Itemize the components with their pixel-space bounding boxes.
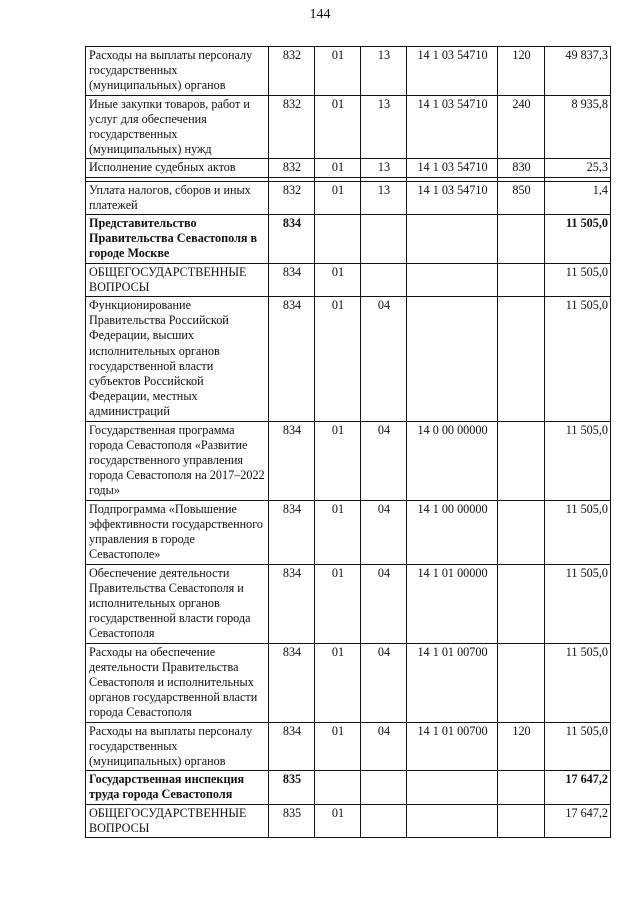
cell-amount: 11 505,0 bbox=[545, 263, 611, 296]
cell-subsection: 04 bbox=[361, 421, 407, 500]
cell-expense-type: 120 bbox=[498, 722, 545, 771]
cell-section: 01 bbox=[315, 181, 361, 214]
cell-amount: 11 505,0 bbox=[545, 500, 611, 564]
cell-subsection: 04 bbox=[361, 643, 407, 722]
cell-expense-type: 120 bbox=[498, 47, 545, 96]
cell-ved: 834 bbox=[269, 421, 315, 500]
cell-subsection: 13 bbox=[361, 95, 407, 159]
cell-expense-type bbox=[498, 643, 545, 722]
table-row bbox=[86, 47, 611, 96]
cell-subsection: 04 bbox=[361, 564, 407, 643]
cell-target-article: 14 1 03 54710 bbox=[407, 95, 498, 159]
cell-expense-type bbox=[498, 215, 545, 264]
cell-target-article: 14 0 00 00000 bbox=[407, 421, 498, 500]
cell-amount: 8 935,8 bbox=[545, 95, 611, 159]
cell-ved: 832 bbox=[269, 181, 315, 214]
cell-expense-type bbox=[498, 500, 545, 564]
table-row bbox=[86, 181, 611, 214]
cell-ved: 834 bbox=[269, 722, 315, 771]
cell-expense-type bbox=[498, 771, 545, 804]
cell-ved: 834 bbox=[269, 297, 315, 422]
cell-subsection: 13 bbox=[361, 47, 407, 96]
cell-expense-type bbox=[498, 297, 545, 422]
cell-ved: 834 bbox=[269, 500, 315, 564]
cell-name: Иные закупки товаров, работ и услуг для обеспечения государственных (муниципальных) нужд bbox=[86, 95, 269, 159]
cell-name: Государственная программа города Севастополя «Развитие государственного управления города Севастополя на 2017–2022 годы» bbox=[86, 421, 269, 500]
table-row bbox=[86, 297, 611, 422]
cell-section bbox=[315, 215, 361, 264]
cell-expense-type: 830 bbox=[498, 159, 545, 177]
cell-subsection bbox=[361, 771, 407, 804]
table-row bbox=[86, 263, 611, 296]
cell-amount: 11 505,0 bbox=[545, 564, 611, 643]
page-number: 144 bbox=[309, 7, 331, 22]
cell-name: Уплата налогов, сборов и иных платежей bbox=[86, 181, 269, 214]
table-row bbox=[86, 643, 611, 722]
budget-table bbox=[85, 46, 611, 838]
cell-section: 01 bbox=[315, 47, 361, 96]
cell-expense-type: 240 bbox=[498, 95, 545, 159]
cell-target-article: 14 1 01 00700 bbox=[407, 722, 498, 771]
cell-target-article bbox=[407, 771, 498, 804]
table-row bbox=[86, 215, 611, 264]
cell-name: Расходы на обеспечение деятельности Правительства Севастополя и исполнительных органов государственной власти города Севастополя bbox=[86, 643, 269, 722]
cell-name: Подпрограмма «Повышение эффективности государственного управления в городе Севастополе» bbox=[86, 500, 269, 564]
cell-subsection bbox=[361, 215, 407, 264]
cell-amount: 1,4 bbox=[545, 181, 611, 214]
cell-subsection bbox=[361, 263, 407, 296]
cell-expense-type bbox=[498, 804, 545, 837]
cell-section: 01 bbox=[315, 500, 361, 564]
cell-amount: 11 505,0 bbox=[545, 297, 611, 422]
cell-section: 01 bbox=[315, 564, 361, 643]
table-row bbox=[86, 159, 611, 177]
cell-subsection: 04 bbox=[361, 500, 407, 564]
cell-ved: 832 bbox=[269, 95, 315, 159]
cell-name: Исполнение судебных актов bbox=[86, 159, 269, 177]
cell-subsection bbox=[361, 804, 407, 837]
table-row bbox=[86, 500, 611, 564]
cell-ved: 832 bbox=[269, 159, 315, 177]
cell-amount: 17 647,2 bbox=[545, 804, 611, 837]
cell-ved: 834 bbox=[269, 215, 315, 264]
cell-amount: 11 505,0 bbox=[545, 643, 611, 722]
cell-target-article bbox=[407, 804, 498, 837]
cell-target-article: 14 1 03 54710 bbox=[407, 181, 498, 214]
cell-subsection: 04 bbox=[361, 297, 407, 422]
cell-subsection: 13 bbox=[361, 181, 407, 214]
cell-target-article: 14 1 01 00700 bbox=[407, 643, 498, 722]
table-row bbox=[86, 95, 611, 159]
cell-expense-type bbox=[498, 564, 545, 643]
cell-ved: 835 bbox=[269, 804, 315, 837]
cell-name: Представительство Правительства Севастополя в городе Москве bbox=[86, 215, 269, 264]
cell-section: 01 bbox=[315, 159, 361, 177]
cell-ved: 834 bbox=[269, 564, 315, 643]
cell-section: 01 bbox=[315, 804, 361, 837]
table-row bbox=[86, 771, 611, 804]
cell-section bbox=[315, 771, 361, 804]
cell-subsection: 04 bbox=[361, 722, 407, 771]
cell-target-article bbox=[407, 297, 498, 422]
cell-name: ОБЩЕГОСУДАРСТВЕННЫЕ ВОПРОСЫ bbox=[86, 263, 269, 296]
cell-amount: 11 505,0 bbox=[545, 421, 611, 500]
cell-ved: 832 bbox=[269, 47, 315, 96]
cell-subsection: 13 bbox=[361, 159, 407, 177]
cell-amount: 25,3 bbox=[545, 159, 611, 177]
cell-ved: 834 bbox=[269, 263, 315, 296]
table-row bbox=[86, 564, 611, 643]
table-row bbox=[86, 722, 611, 771]
cell-section: 01 bbox=[315, 297, 361, 422]
cell-section: 01 bbox=[315, 263, 361, 296]
cell-name: ОБЩЕГОСУДАРСТВЕННЫЕ ВОПРОСЫ bbox=[86, 804, 269, 837]
cell-section: 01 bbox=[315, 95, 361, 159]
cell-ved: 834 bbox=[269, 643, 315, 722]
cell-target-article bbox=[407, 263, 498, 296]
cell-amount: 49 837,3 bbox=[545, 47, 611, 96]
cell-expense-type bbox=[498, 263, 545, 296]
cell-target-article: 14 1 01 00000 bbox=[407, 564, 498, 643]
cell-target-article bbox=[407, 215, 498, 264]
cell-section: 01 bbox=[315, 643, 361, 722]
cell-amount: 17 647,2 bbox=[545, 771, 611, 804]
cell-ved: 835 bbox=[269, 771, 315, 804]
cell-name: Расходы на выплаты персоналу государственных (муниципальных) органов bbox=[86, 47, 269, 96]
cell-section: 01 bbox=[315, 421, 361, 500]
cell-name: Государственная инспекция труда города Севастополя bbox=[86, 771, 269, 804]
cell-target-article: 14 1 03 54710 bbox=[407, 47, 498, 96]
cell-amount: 11 505,0 bbox=[545, 215, 611, 264]
cell-section: 01 bbox=[315, 722, 361, 771]
cell-expense-type bbox=[498, 421, 545, 500]
table-row bbox=[86, 804, 611, 837]
cell-amount: 11 505,0 bbox=[545, 722, 611, 771]
table-row bbox=[86, 421, 611, 500]
cell-target-article: 14 1 00 00000 bbox=[407, 500, 498, 564]
cell-name: Обеспечение деятельности Правительства Севастополя и исполнительных органов государственной власти города Севастополя bbox=[86, 564, 269, 643]
cell-target-article: 14 1 03 54710 bbox=[407, 159, 498, 177]
cell-expense-type: 850 bbox=[498, 181, 545, 214]
cell-name: Расходы на выплаты персоналу государственных (муниципальных) органов bbox=[86, 722, 269, 771]
cell-name: Функционирование Правительства Российской Федерации, высших исполнительных органов государственной власти субъектов Российской Федерации, местных администраций bbox=[86, 297, 269, 422]
